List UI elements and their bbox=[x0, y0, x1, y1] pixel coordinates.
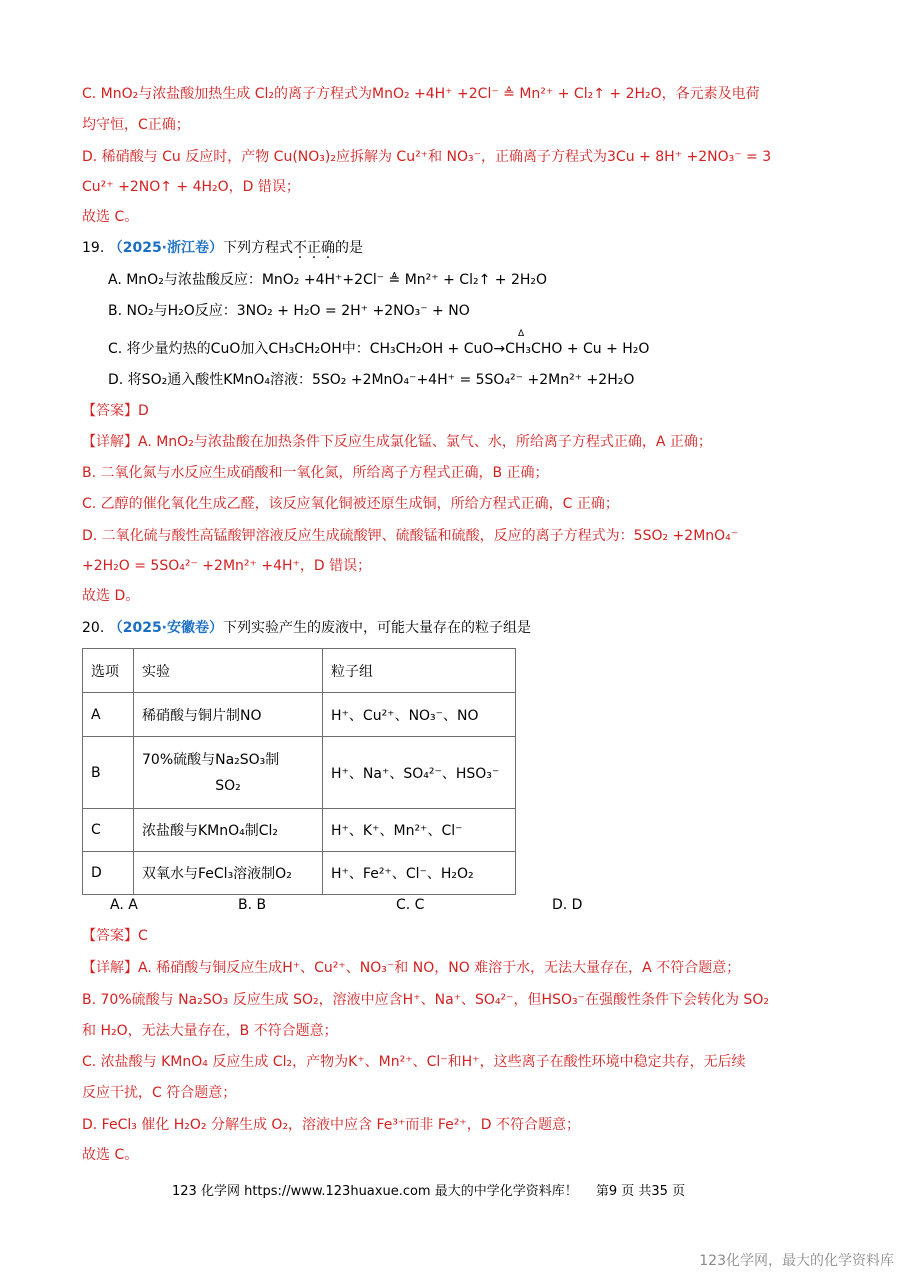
table-cell-experiment: 浓盐酸与KMnO₄制Cl₂ bbox=[134, 809, 323, 852]
q19-option-b: B. NO₂与H₂O反应：3NO₂ + H₂O = 2H⁺ +2NO₃⁻ + NO bbox=[108, 303, 470, 319]
q19-detail-4: +2H₂O = 5SO₄²⁻ +2Mn²⁺ +4H⁺，D 错误； bbox=[82, 558, 372, 574]
q19-number: 19. bbox=[82, 240, 105, 256]
footer-text: 123 化学网 https://www.123huaxue.com 最大的中学化学资料库！ bbox=[172, 1184, 578, 1199]
table-header-experiment: 实验 bbox=[134, 649, 323, 693]
q20-detail-5: D. FeCl₃ 催化 H₂O₂ 分解生成 O₂，溶液中应含 Fe³⁺而非 Fe²⁺，D 不符合题意； bbox=[82, 1117, 580, 1133]
q20-detail-4: 反应干扰，C 符合题意； bbox=[82, 1085, 237, 1101]
table-cell-particles: H⁺、Cu²⁺、NO₃⁻、NO bbox=[323, 693, 516, 737]
table-cell-experiment-line2: SO₂ bbox=[215, 777, 241, 794]
q19-stem-before: 下列方程式 bbox=[223, 240, 294, 256]
table-cell-experiment-line1: 70%硫酸与Na₂SO₃制 bbox=[142, 751, 280, 768]
q19-detail-2: C. 乙醇的催化氧化生成乙醛，该反应氧化铜被还原生成铜，所给方程式正确，C 正确； bbox=[82, 496, 619, 512]
prev-detail-c-line2: 均守恒，C正确； bbox=[82, 117, 190, 133]
prev-choice: 故选 C。 bbox=[82, 209, 139, 225]
q19-option-a: A. MnO₂与浓盐酸反应：MnO₂ +4H⁺+2Cl⁻ ≜ Mn²⁺ + Cl₂↑ + 2H₂O bbox=[108, 272, 548, 288]
table-cell-particles: H⁺、Na⁺、SO₄²⁻、HSO₃⁻ bbox=[323, 737, 516, 809]
q20-detail-0 bbox=[82, 958, 740, 978]
q20-detail-2: 和 H₂O，无法大量存在，B 不符合题意； bbox=[82, 1023, 338, 1039]
q20-detail-label: 【详解】 bbox=[82, 960, 138, 976]
q20-choice-c[interactable]: C. C bbox=[396, 897, 425, 913]
q20-choice-b[interactable]: B. B bbox=[238, 897, 267, 913]
q19-detail-text-0: A. MnO₂与浓盐酸在加热条件下反应生成氯化锰、氯气、水，所给离子方程式正确，A 正确； bbox=[138, 434, 712, 450]
q20-stem-text: 下列实验产生的废液中，可能大量存在的粒子组是 bbox=[223, 620, 532, 636]
q19-stem bbox=[82, 238, 363, 258]
table-cell-option: C bbox=[83, 809, 134, 852]
q20-detail-1: B. 70%硫酸与 Na₂SO₃ 反应生成 SO₂，溶液中应含H⁺、Na⁺、SO₄²⁻，但HSO₃⁻在强酸性条件下会转化为 SO₂ bbox=[82, 992, 769, 1008]
table-cell-particles: H⁺、K⁺、Mn²⁺、Cl⁻ bbox=[323, 809, 516, 852]
table-header-row bbox=[83, 649, 516, 693]
prev-detail-d-line2: Cu²⁺ +2NO↑ + 4H₂O，D 错误； bbox=[82, 179, 300, 195]
table-row bbox=[83, 737, 516, 809]
q19-detail-3: D. 二氧化硫与酸性高锰酸钾溶液反应生成硫酸钾、硫酸锰和硫酸，反应的离子方程式为：5SO₂ +2MnO₄⁻ bbox=[82, 528, 739, 544]
table-row bbox=[83, 809, 516, 852]
q20-detail-text-0: A. 稀硝酸与铜反应生成H⁺、Cu²⁺、NO₃⁻和 NO，NO 难溶于水，无法大量存在，A 不符合题意； bbox=[138, 960, 741, 976]
q20-number: 20. bbox=[82, 620, 105, 636]
table-row bbox=[83, 693, 516, 737]
q19-answer bbox=[82, 401, 149, 421]
q19-detail-0 bbox=[82, 432, 712, 452]
q19-emph-2: 确 bbox=[321, 240, 336, 256]
q20-detail-3: C. 浓盐酸与 KMnO₄ 反应生成 Cl₂，产物为K⁺、Mn²⁺、Cl⁻和H⁺，这些离子在酸性环境中稳定共存，无后续 bbox=[82, 1054, 746, 1070]
watermark: 123化学网，最大的化学资料库 bbox=[699, 1253, 894, 1269]
q20-choice-d[interactable]: D. D bbox=[552, 897, 583, 913]
prev-detail-c-line1: C. MnO₂与浓盐酸加热生成 Cl₂的离子方程式为MnO₂ +4H⁺ +2Cl⁻ ≜ Mn²⁺ + Cl₂↑ + 2H₂O，各元素及电荷 bbox=[82, 86, 760, 102]
q19-detail-5: 故选 D。 bbox=[82, 588, 140, 604]
q20-answer bbox=[82, 926, 148, 946]
q19-answer-label: 【答案】 bbox=[82, 403, 138, 419]
table-cell-experiment: 双氧水与FeCl₃溶液制O₂ bbox=[134, 852, 323, 895]
q20-answer-label: 【答案】 bbox=[82, 928, 138, 944]
q19-detail-1: B. 二氧化氮与水反应生成硝酸和一氧化氮，所给离子方程式正确，B 正确； bbox=[82, 465, 549, 481]
q19-heat-mark: Δ bbox=[518, 329, 525, 339]
q20-source: （2025·安徽卷） bbox=[108, 620, 224, 636]
q20-table bbox=[82, 648, 516, 895]
q20-detail-6: 故选 C。 bbox=[82, 1147, 139, 1163]
table-header-particles: 粒子组 bbox=[323, 649, 516, 693]
table-cell-experiment: 稀硝酸与铜片制NO bbox=[134, 693, 323, 737]
q19-detail-label: 【详解】 bbox=[82, 434, 138, 450]
q19-source: （2025·浙江卷） bbox=[108, 240, 224, 256]
table-cell-experiment bbox=[134, 737, 323, 809]
q19-emph-1: 正 bbox=[307, 240, 322, 256]
footer-page-number: 第9 页 共35 页 bbox=[595, 1184, 686, 1199]
table-cell-option: B bbox=[83, 737, 134, 809]
q20-choice-a[interactable]: A. A bbox=[110, 897, 138, 913]
table-cell-particles: H⁺、Fe²⁺、Cl⁻、H₂O₂ bbox=[323, 852, 516, 895]
table-header-option: 选项 bbox=[83, 649, 134, 693]
q20-answer-value: C bbox=[138, 928, 148, 944]
q19-option-c: C. 将少量灼热的CuO加入CH₃CH₂OH中：CH₃CH₂OH + CuO→CH₃CHO + Cu + H₂O bbox=[108, 341, 650, 357]
table-row bbox=[83, 852, 516, 895]
table-cell-option: D bbox=[83, 852, 134, 895]
q19-stem-after: 的是 bbox=[335, 240, 364, 256]
table-cell-option: A bbox=[83, 693, 134, 737]
q19-answer-value: D bbox=[138, 403, 149, 419]
prev-detail-d-line1: D. 稀硝酸与 Cu 反应时，产物 Cu(NO₃)₂应拆解为 Cu²⁺和 NO₃⁻，正确离子方程式为3Cu + 8H⁺ +2NO₃⁻ = 3 bbox=[82, 149, 772, 165]
q19-emph-0: 不 bbox=[293, 240, 308, 256]
q19-option-d: D. 将SO₂通入酸性KMnO₄溶液：5SO₂ +2MnO₄⁻+4H⁺ = 5SO₄²⁻ +2Mn²⁺ +2H₂O bbox=[108, 372, 635, 388]
q20-stem bbox=[82, 618, 531, 638]
page-footer bbox=[172, 1180, 685, 1199]
